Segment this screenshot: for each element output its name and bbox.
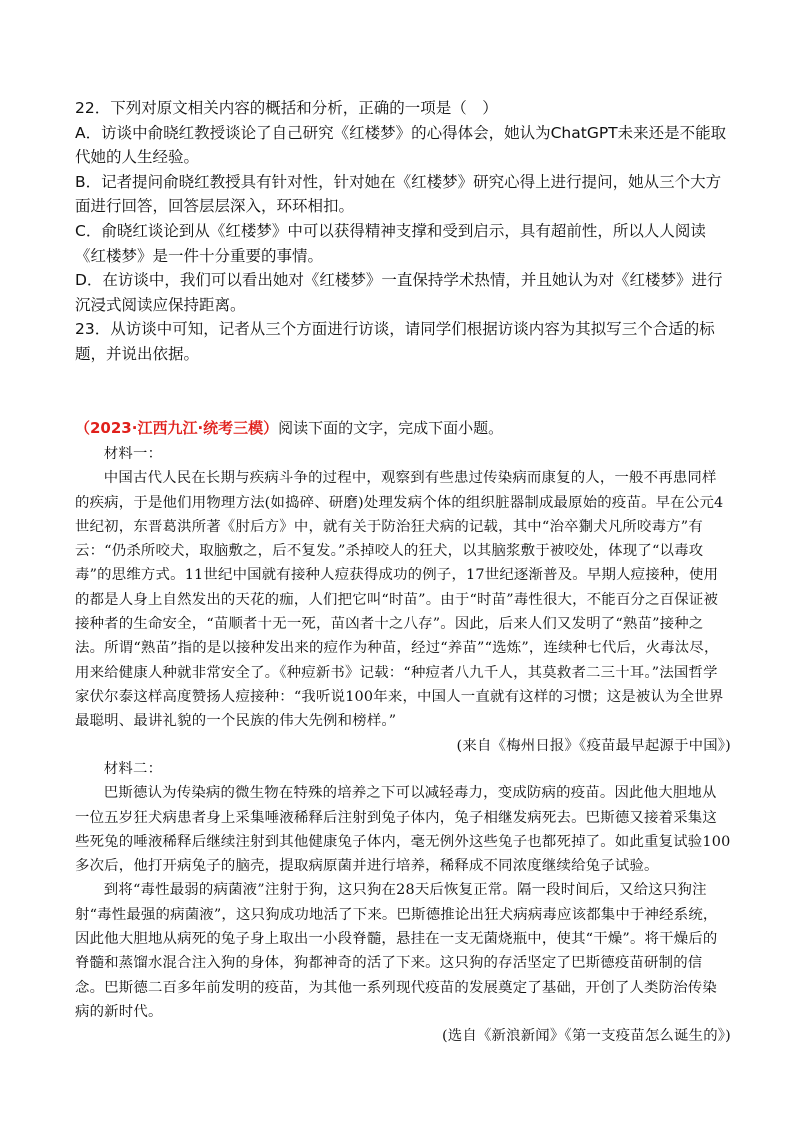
question-22 <box>75 96 731 367</box>
material-1-heading: 材料一： <box>103 446 163 462</box>
material-2-para-1: 巴斯德认为传染病的微生物在特殊的培养之下可以减轻毒力，变成防病的疫苗。因此他大胆地从一位五岁狂犬病患者身上采集唾液稀释后注射到兔子体内，兔子相继发病死去。巴斯德又接着采集这些死兔的唾液稀释后继续注射到其他健康兔子体内，毫无例外这些兔子也都死掉了。如此重复试验100多次后，他打开病兔子的脑壳，提取病原菌并进行培养，稀释成不同浓度继续给兔子试验。 <box>75 785 731 875</box>
option-d: D．在访谈中，我们可以看出她对《红楼梦》一直保持学术热情，并且她认为对《红楼梦》进行沉浸式阅读应保持距离。 <box>75 271 723 314</box>
option-b: B．记者提问俞晓红教授具有针对性，针对她在《红楼梦》研究心得上进行提问，她从三个大方面进行回答，回答层层深入，环环相扣。 <box>75 172 722 216</box>
material-1-body: 中国古代人民在长期与疾病斗争的过程中，观察到有些患过传染病而康复的人，一般不再患同样的疾病，于是他们用物理方法(如捣碎、研磨)处理发病个体的组织脏器制成最原始的疫苗。早在公元4世纪初，东晋葛洪所著《肘后方》中，就有关于防治狂犬病的记载，其中“治卒猘犬凡所咬毒方”有云：“仍杀所咬犬，取脑敷之，后不复发。”杀掉咬人的狂犬，以其脑浆敷于被咬处，体现了“以毒攻毒”的思维方式。11世纪中国就有接种人痘获得成功的例子，17世纪逐渐普及。早期人痘接种，使用的都是人身上自然发出的天花的痂，人们把它叫“时苗”。由于“时苗”毒性很大，不能百分之百保证被接种者的生命安全，“苗顺者十无一死，苗凶者十之八存”。因此，后来人们又发明了“熟苗”接种之法。所谓“熟苗”指的是以接种发出来的痘作为种苗，经过“养苗”“选炼”，连续种七代后，火毒汰尽，用来给健康人种就非常安全了。《种痘新书》记载：“种痘者八九千人，其莫救者二三十耳。”法国哲学家伏尔泰这样高度赞扬人痘接种：“我听说100年来，中国人一直就有这样的习惯；这是被认为全世界最聪明、最讲礼貌的一个民族的伟大先例和榜样。” <box>75 470 724 730</box>
source-tag: （2023·江西九江·统考三模） <box>75 419 279 437</box>
material-2-heading: 材料二： <box>103 761 163 777</box>
question-22-stem: 22．下列对原文相关内容的概括和分析，正确的一项是（ ） <box>75 99 498 117</box>
material-1-source: (来自《梅州日报》《疫苗最早起源于中国》) <box>456 737 731 754</box>
section-header <box>75 416 731 440</box>
section-instruction: 阅读下面的文字，完成下面小题。 <box>278 419 504 437</box>
material-2-para-2: 到将“毒性最弱的病菌液”注射于狗，这只狗在28天后恢复正常。隔一段时间后，又给这只狗注射“毒性最强的病菌液”，这只狗成功地活了下来。巴斯德推论出狂犬病病毒应该都集中于神经系统，因此他大胆地从病死的兔子身上取出一小段脊髓，悬挂在一支无菌烧瓶中，使其“干燥”。将干燥后的脊髓和蒸馏水混合注入狗的身体，狗都神奇的活了下来。这只狗的存活坚定了巴斯德疫苗研制的信念。巴斯德二百多年前发明的疫苗，为其他一系列现代疫苗的发展奠定了基础，开创了人类防治传染病的新时代。 <box>75 882 718 1020</box>
material-1 <box>75 442 731 758</box>
question-23-stem: 23．从访谈中可知，记者从三个方面进行访谈，请同学们根据访谈内容为其拟写三个合适的标题，并说出依据。 <box>75 320 715 363</box>
material-2-source: (选自《新浪新闻》《第一支疫苗怎么诞生的》) <box>441 1028 731 1045</box>
material-2 <box>75 757 731 1049</box>
option-c: C．俞晓红谈论到从《红楼梦》中可以获得精神支撑和受到启示，具有超前性，所以人人阅读《红楼梦》是一件十分重要的事情。 <box>75 221 706 265</box>
option-a: A．访谈中俞晓红教授谈论了自己研究《红楼梦》的心得体会，她认为ChatGPT未来还是不能取代她的人生经验。 <box>75 123 727 167</box>
